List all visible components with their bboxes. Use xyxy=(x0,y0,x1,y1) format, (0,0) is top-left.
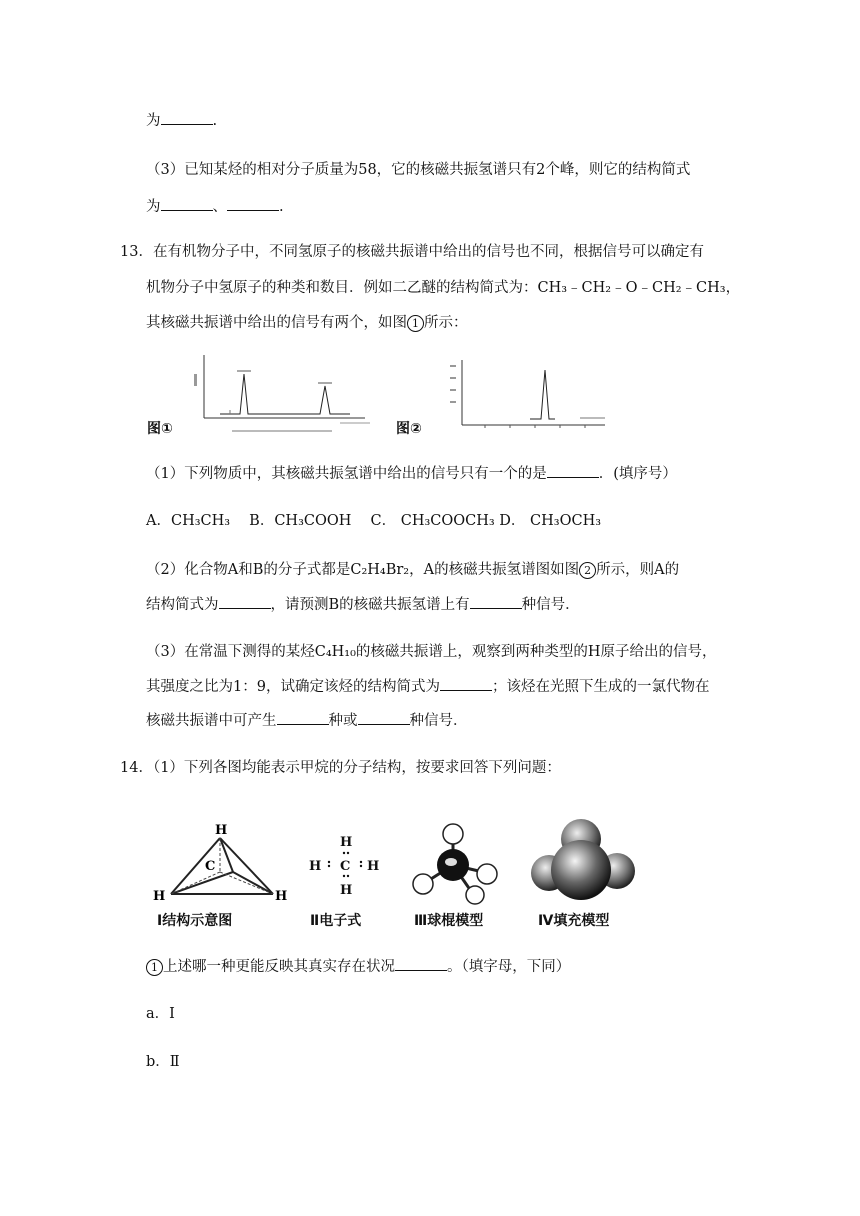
text: 种或 xyxy=(328,713,358,729)
atom-c: C xyxy=(205,859,216,874)
methane-space-filling-model xyxy=(527,815,637,910)
blank[interactable] xyxy=(395,956,447,971)
question-13-3-line-c xyxy=(146,710,468,731)
question-13-line-c xyxy=(146,313,468,333)
blank[interactable] xyxy=(440,676,492,691)
circled-number: 1 xyxy=(407,315,424,332)
text: 为 xyxy=(146,113,161,129)
text: 结构简式为 xyxy=(146,597,219,613)
text: ．(填序号） xyxy=(598,466,677,482)
blank[interactable] xyxy=(358,710,410,725)
text: 其强度之比为1：9，试确定该烃的结构简式为 xyxy=(146,679,440,695)
text: 上述哪一种更能反映其真实存在状况 xyxy=(163,959,395,975)
blank[interactable] xyxy=(227,196,279,211)
blank[interactable] xyxy=(277,710,329,725)
atom-h: H xyxy=(367,859,380,874)
caption-ball-stick-model: Ⅲ球棍模型 xyxy=(414,913,484,929)
text: 。（填字母，下同） xyxy=(447,959,571,975)
atom-h: H xyxy=(309,859,322,874)
caption-structure-diagram: Ⅰ结构示意图 xyxy=(157,913,233,929)
text: ，请预测B的核磁共振氢谱上有 xyxy=(270,597,470,613)
answer-line-1 xyxy=(146,110,217,131)
figure-1-label: 图① xyxy=(147,421,173,437)
answer-line-3 xyxy=(146,196,284,217)
text: 所示： xyxy=(424,315,468,331)
atom-h: H xyxy=(153,889,166,904)
text: . xyxy=(212,113,218,129)
nmr-spectrum-2 xyxy=(440,355,620,435)
atom-c: C xyxy=(340,859,351,874)
question-13-2-line-a xyxy=(146,560,679,580)
question-14-1 xyxy=(146,956,570,977)
question-13-1-options: A．CH₃CH₃ B．CH₃COOH C． CH₃COOCH₃ D． CH₃OCH₃ xyxy=(146,513,602,529)
option-b: b．Ⅱ xyxy=(146,1054,180,1070)
blank[interactable] xyxy=(161,110,213,125)
text: 核磁共振谱中可产生 xyxy=(146,713,277,729)
question-13-3-line-b xyxy=(146,676,709,697)
option-a: a．Ⅰ xyxy=(146,1006,175,1022)
blank[interactable] xyxy=(470,594,522,609)
atom-h: H xyxy=(215,823,228,838)
atom-h: H xyxy=(340,883,353,898)
nmr-spectrum-1 xyxy=(190,350,390,440)
figure-2-label: 图② xyxy=(396,421,422,437)
text: （2）化合物A和B的分子式都是C₂H₄Br₂，A的核磁共振氢谱图如图 xyxy=(146,562,580,578)
caption-space-filling-model: Ⅳ填充模型 xyxy=(538,913,610,929)
caption-electron-formula: Ⅱ电子式 xyxy=(310,913,362,929)
text: ；该烃在光照下生成的一氯代物在 xyxy=(491,679,710,695)
question-13-line-b: 机物分子中氢原子的种类和数目．例如二乙醚的结构简式为：CH₃﹣CH₂﹣O﹣CH₂﹣CH₃， xyxy=(146,280,741,296)
text: 其核磁共振谱中给出的信号有两个，如图 xyxy=(146,315,407,331)
blank[interactable] xyxy=(219,594,271,609)
text: 、 xyxy=(212,199,227,215)
blank[interactable] xyxy=(547,463,599,478)
atom-h: H xyxy=(340,835,353,850)
text: 种信号． xyxy=(521,597,580,613)
circled-number: 2 xyxy=(579,562,596,579)
methane-structure-diagram xyxy=(145,822,295,907)
blank[interactable] xyxy=(161,196,213,211)
question-13-2-line-b xyxy=(146,594,580,615)
atom-h: H xyxy=(275,889,288,904)
question-14: 14．（1）下列各图均能表示甲烷的分子结构，按要求回答下列问题： xyxy=(120,760,561,776)
question-12-3: （3）已知某烃的相对分子质量为58，它的核磁共振氢谱只有2个峰，则它的结构简式 xyxy=(146,162,691,178)
text: . xyxy=(279,199,284,215)
question-13-line-a: 13．在有机物分子中，不同氢原子的核磁共振谱中给出的信号也不同，根据信号可以确定有 xyxy=(120,244,704,260)
text: （1）下列物质中，其核磁共振氢谱中给出的信号只有一个的是 xyxy=(146,466,547,482)
methane-ball-stick-model xyxy=(405,820,505,905)
question-13-3-line-a: （3）在常温下测得的某烃C₄H₁₀的核磁共振谱上，观察到两种类型的H原子给出的信号， xyxy=(146,644,717,660)
methane-electron-formula xyxy=(305,832,385,902)
text: 种信号． xyxy=(409,713,468,729)
text: 为 xyxy=(146,199,161,215)
circled-number: 1 xyxy=(146,959,163,976)
question-13-1 xyxy=(146,463,677,484)
text: 所示，则A的 xyxy=(596,562,680,578)
